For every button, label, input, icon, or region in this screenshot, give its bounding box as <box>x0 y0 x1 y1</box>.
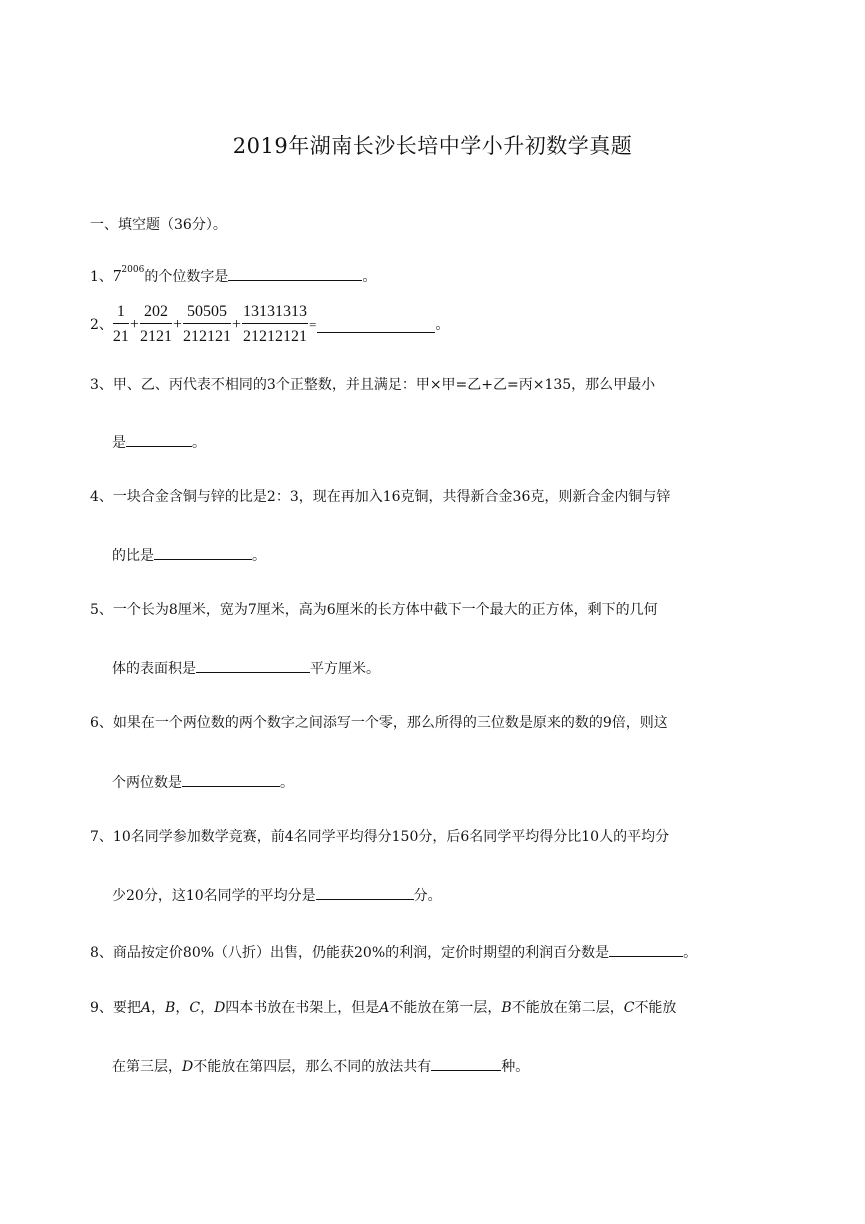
book-b-label: B <box>501 1000 512 1016</box>
answer-blank[interactable] <box>154 544 252 560</box>
question-end: 。 <box>280 775 294 791</box>
question-number: 2、 <box>90 316 113 333</box>
question-text: 的比是 <box>112 548 154 564</box>
question-end: 。 <box>192 435 206 451</box>
question-text: 在第三层， <box>112 1059 182 1075</box>
question-text: 四本书放在书架上，但是 <box>225 1000 380 1016</box>
question-3-line-2 <box>112 431 206 453</box>
answer-blank[interactable] <box>228 265 362 281</box>
question-end: 平方厘米。 <box>310 661 380 677</box>
question-6-line-2 <box>112 771 294 793</box>
book-b-label: B <box>165 1000 176 1016</box>
question-4-line-2 <box>112 544 266 566</box>
denominator: 212121 <box>182 328 231 345</box>
power-base: 7 <box>112 266 122 285</box>
question-9-line-2 <box>112 1055 529 1077</box>
question-7-line-1: 7、10名同学参加数学竞赛，前4名同学平均得分150分，后6名同学平均得分比10人的平均分 <box>90 829 670 845</box>
plus-sign: + <box>129 315 139 333</box>
question-5-line-1: 5、一个长为8厘米，宽为7厘米，高为6厘米的长方体中截下一个最大的正方体，剩下的几何 <box>90 602 658 618</box>
question-1 <box>90 260 376 287</box>
question-end: 。 <box>435 316 450 333</box>
fraction-3 <box>183 302 231 347</box>
fraction-4 <box>242 302 308 347</box>
denominator: 2121 <box>139 328 172 345</box>
book-c-label: C <box>623 1000 635 1016</box>
fraction-1 <box>113 302 129 347</box>
answer-blank[interactable] <box>126 431 192 447</box>
numerator: 50505 <box>183 302 231 324</box>
numerator: 13131313 <box>242 302 308 324</box>
answer-blank[interactable] <box>316 884 414 900</box>
question-text: 不能放 <box>634 1000 677 1016</box>
question-text: 个两位数是 <box>112 775 182 791</box>
book-a-label: A <box>140 1000 152 1016</box>
question-end: 。 <box>252 548 266 564</box>
answer-blank[interactable] <box>431 1055 501 1071</box>
plus-sign: + <box>172 315 182 333</box>
question-3-line-1: 3、甲、乙、丙代表不相同的3个正整数，并且满足：甲×甲=乙+乙=丙×135，那么甲最小 <box>90 377 656 393</box>
book-a-label: A <box>379 1000 390 1016</box>
numerator: 1 <box>113 302 129 324</box>
page-title: 2019年湖南长沙长培中学小升初数学真题 <box>232 134 633 158</box>
answer-blank[interactable] <box>182 771 280 787</box>
answer-blank[interactable] <box>317 317 435 333</box>
question-4-line-1: 4、一块合金含铜与锌的比是2：3，现在再加入16克铜，共得新合金36克，则新合金内铜与锌 <box>90 489 671 505</box>
book-d-label: D <box>182 1059 194 1075</box>
question-text: 不能放在第四层，那么不同的放法共有 <box>193 1059 432 1075</box>
question-end: 分。 <box>413 888 442 904</box>
fraction-2 <box>140 302 172 347</box>
question-text: 体的表面积是 <box>112 661 196 677</box>
question-2 <box>90 302 449 347</box>
question-5-line-2 <box>112 657 380 679</box>
plus-sign: + <box>231 315 242 333</box>
book-c-label: C <box>189 1000 201 1016</box>
question-text: 不能放在第二层， <box>511 1000 624 1016</box>
question-text: 是 <box>112 435 126 451</box>
power-exponent: 2006 <box>121 265 145 275</box>
equals-sign: = <box>309 316 317 332</box>
question-9-line-1 <box>90 998 676 1018</box>
answer-blank[interactable] <box>196 657 310 673</box>
question-end: 。 <box>362 269 377 285</box>
denominator: 21 <box>112 328 129 345</box>
question-text: 少20分，这10名同学的平均分是 <box>112 888 316 904</box>
question-text: 不能放在第一层， <box>389 1000 502 1016</box>
question-number: 1、 <box>90 269 113 285</box>
separator: ， <box>175 1000 190 1016</box>
question-text: 9、要把 <box>90 1000 141 1016</box>
separator: ， <box>151 1000 166 1016</box>
question-end: 。 <box>683 945 698 961</box>
numerator: 202 <box>140 302 172 324</box>
answer-blank[interactable] <box>609 941 683 957</box>
question-text: 8、商品按定价80%（八折）出售，仍能获20%的利润，定价时期望的利润百分数是 <box>90 945 610 961</box>
section-heading: 一、填空题（36分）。 <box>90 217 227 233</box>
question-text: 的个位数字是 <box>144 269 229 285</box>
question-8 <box>90 941 697 963</box>
book-d-label: D <box>214 1000 226 1016</box>
question-end: 种。 <box>501 1059 530 1075</box>
separator: ， <box>200 1000 215 1016</box>
question-7-line-2 <box>112 884 442 906</box>
question-6-line-1: 6、如果在一个两位数的两个数字之间添写一个零，那么所得的三位数是原来的数的9倍，则这 <box>90 715 668 731</box>
denominator: 21212121 <box>243 328 308 345</box>
